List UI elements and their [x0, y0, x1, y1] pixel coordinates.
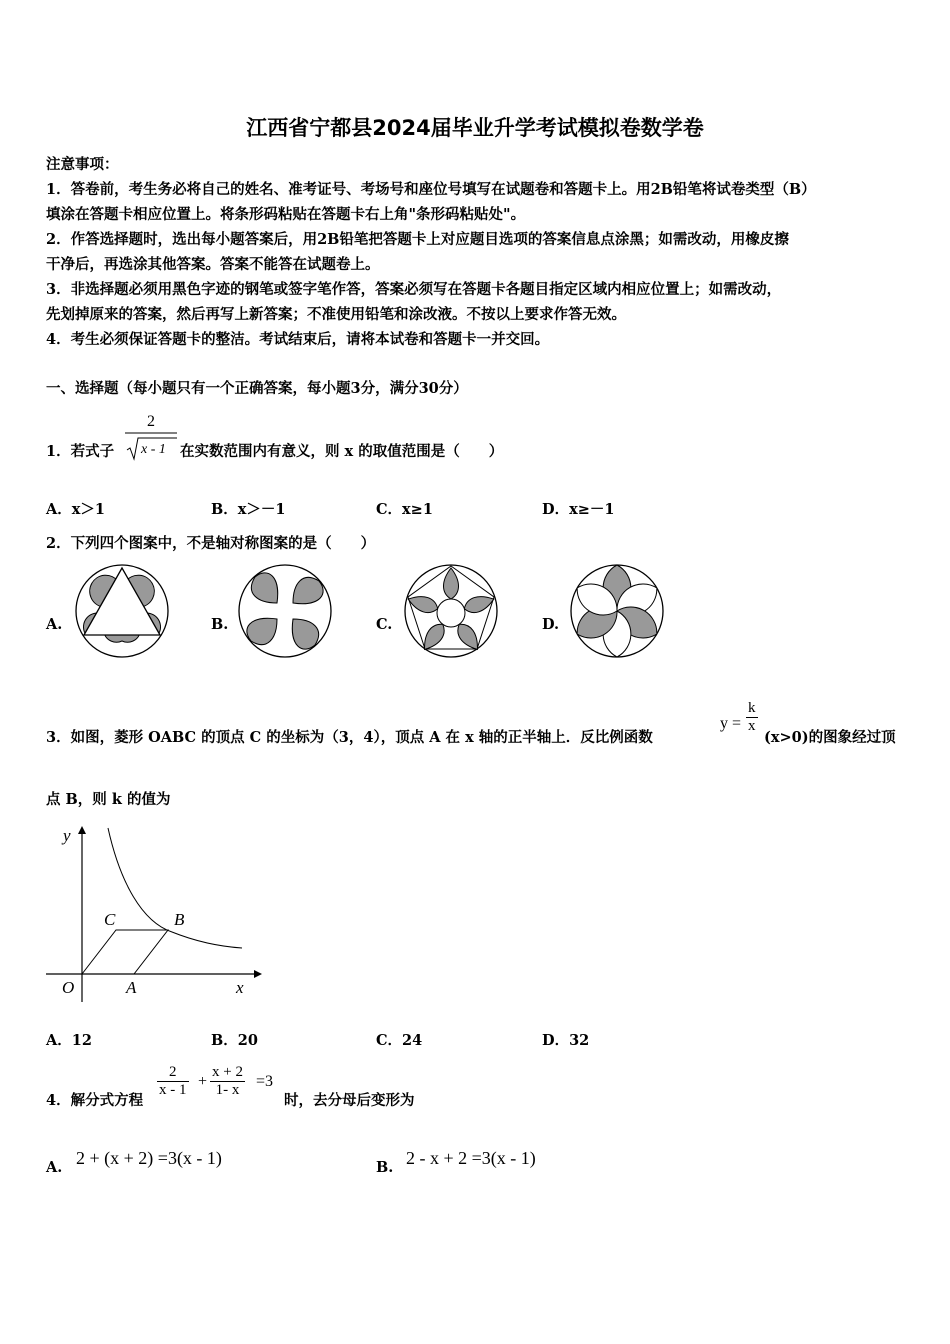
x-axis-arrow-icon — [254, 970, 262, 978]
q1-option-b: B．x＞－1 — [211, 501, 286, 518]
q4-f1-numerator: 2 — [169, 1064, 177, 1080]
notice-line-1a: 1．答卷前，考生务必将自己的姓名、准考证号、考场号和座位号填写在试题卷和答题卡上。用2B铅笔将试卷类型（B） — [46, 181, 816, 198]
q3-fraction — [746, 700, 758, 735]
graph-label-y: y — [63, 826, 71, 845]
q1-option-d: D．x≥－1 — [542, 501, 615, 518]
q4-f2-numerator: x + 2 — [212, 1064, 243, 1080]
q2-label-d: D. — [542, 616, 560, 633]
graph-label-a: A — [126, 978, 137, 997]
q3-graph — [42, 822, 262, 1002]
notice-line-2b: 干净后，再选涂其他答案。答案不能答在试题卷上。 — [46, 256, 380, 273]
q2-label-c: C. — [376, 616, 393, 633]
y-axis-arrow-icon — [78, 826, 86, 834]
q2-figure-c — [403, 563, 501, 661]
q3-prefix: 3．如图，菱形 OABC 的顶点 C 的坐标为（3，4），顶点 A 在 x 轴的正半轴上．反比例函数 — [46, 729, 653, 746]
page-title: 江西省宁都县2024届毕业升学考试模拟卷数学卷 — [246, 116, 704, 140]
q1-denominator: x - 1 — [141, 442, 166, 457]
graph-label-x: x — [236, 978, 244, 997]
section-heading: 一、选择题（每小题只有一个正确答案，每小题3分，满分30分） — [46, 380, 468, 397]
q3-suffix: (x>0)的图象经过顶 — [764, 729, 896, 746]
notice-line-1b: 填涂在答题卡相应位置上。将条形码粘贴在答题卡右上角"条形码粘贴处"。 — [46, 206, 526, 223]
q1-prefix: 1．若式子 — [46, 443, 115, 460]
q2-figure-a — [74, 563, 172, 661]
q1-suffix: 在实数范围内有意义，则 x 的取值范围是（ ） — [180, 443, 504, 460]
q3-option-c: C．24 — [376, 1032, 423, 1049]
q3-option-b: B．20 — [211, 1032, 258, 1049]
q2-figure-d — [569, 563, 667, 661]
q1-option-c: C．x≥1 — [376, 501, 433, 518]
notice-line-3a: 3．非选择题必须用黑色字迹的钢笔或签字笔作答，答案必须写在答题卡各题目指定区域内相应位置上；如需改动， — [46, 281, 782, 298]
q3-denominator: x — [748, 718, 756, 734]
q4-fraction-2 — [210, 1064, 245, 1099]
graph-label-b: B — [174, 910, 185, 929]
q4-f2-denominator: 1- x — [210, 1081, 245, 1099]
q3-lhs: y = — [720, 715, 742, 732]
q3-numerator: k — [748, 700, 756, 716]
graph-label-o: O — [62, 978, 75, 997]
rhombus-oabc — [82, 930, 168, 974]
q4-option-b: 2 - x + 2 =3(x - 1) — [406, 1148, 536, 1168]
q4-prefix: 4．解分式方程 — [46, 1092, 144, 1109]
q4-option-b-label: B. — [376, 1159, 394, 1176]
q1-numerator: 2 — [147, 413, 155, 430]
q3-line2: 点 B，则 k 的值为 — [46, 791, 171, 808]
notice-heading: 注意事项： — [46, 156, 119, 173]
q2-label-a: A. — [46, 616, 63, 633]
q4-fraction-1 — [157, 1064, 189, 1099]
q4-rhs: =3 — [256, 1073, 274, 1090]
q1-option-a: A．x＞1 — [46, 501, 105, 518]
q2-label-b: B. — [211, 616, 229, 633]
graph-label-c: C — [104, 910, 116, 929]
q4-plus: + — [198, 1073, 208, 1090]
q4-suffix: 时，去分母后变形为 — [284, 1092, 415, 1109]
notice-line-4: 4．考生必须保证答题卡的整洁。考试结束后，请将本试卷和答题卡一并交回。 — [46, 331, 550, 348]
q2-stem: 2．下列四个图案中，不是轴对称图案的是（ ） — [46, 535, 376, 552]
q4-option-a: 2 + (x + 2) =3(x - 1) — [76, 1148, 222, 1168]
notice-line-3b: 先划掉原来的答案，然后再写上新答案；不准使用铅笔和涂改液。不按以上要求作答无效。 — [46, 306, 626, 323]
q4-option-a-label: A. — [46, 1159, 63, 1176]
q3-option-d: D．32 — [542, 1032, 590, 1049]
q2-figure-b — [237, 563, 335, 661]
notice-line-2a: 2．作答选择题时，选出每小题答案后，用2B铅笔把答题卡上对应题目选项的答案信息点涂黑；如需改动，用橡皮擦 — [46, 231, 789, 248]
q4-f1-denominator: x - 1 — [159, 1082, 187, 1098]
q3-option-a: A．12 — [46, 1032, 92, 1049]
